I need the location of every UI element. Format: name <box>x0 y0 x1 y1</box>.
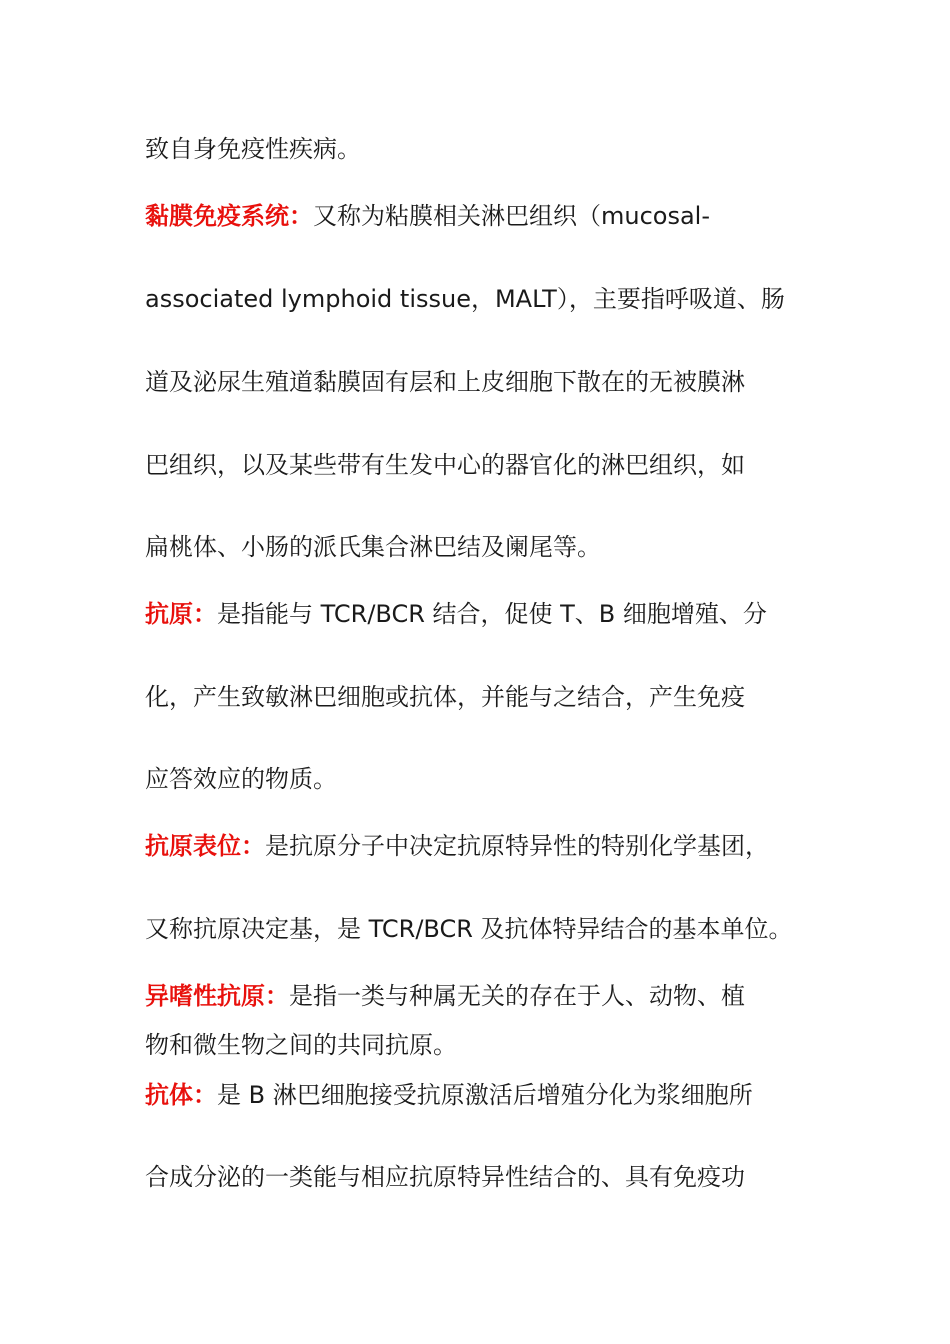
definition-antigen: 抗原：是指能与 TCR/BCR 结合，促使 T、B 细胞增殖、分 <box>145 600 767 628</box>
text-line: associated lymphoid tissue，MALT），主要指呼吸道、肠 <box>145 285 785 313</box>
definition-malt: 黏膜免疫系统：又称为粘膜相关淋巴组织（mucosal- <box>145 202 711 230</box>
term-malt: 黏膜免疫系统： <box>145 202 313 230</box>
text-line: 又称抗原决定基，是 TCR/BCR 及抗体特异结合的基本单位。 <box>145 915 793 943</box>
term-epitope: 抗原表位： <box>145 832 265 860</box>
text-line: 合成分泌的一类能与相应抗原特异性结合的、具有免疫功 <box>145 1163 745 1191</box>
definition-heterophile-antigen: 异嗜性抗原：是指一类与种属无关的存在于人、动物、植 <box>145 982 745 1010</box>
text-line: 致自身免疫性疾病。 <box>145 135 361 163</box>
text-line: 应答效应的物质。 <box>145 765 337 793</box>
text-line: 物和微生物之间的共同抗原。 <box>145 1031 457 1059</box>
definition-epitope: 抗原表位：是抗原分子中决定抗原特异性的特别化学基团， <box>145 832 769 860</box>
text-line: 道及泌尿生殖道黏膜固有层和上皮细胞下散在的无被膜淋 <box>145 368 745 396</box>
text-line: 巴组织，以及某些带有生发中心的器官化的淋巴组织，如 <box>145 451 745 479</box>
term-antibody: 抗体： <box>145 1081 217 1109</box>
term-heterophile-antigen: 异嗜性抗原： <box>145 982 289 1010</box>
text-line: 化，产生致敏淋巴细胞或抗体，并能与之结合，产生免疫 <box>145 683 745 711</box>
text-line: 扁桃体、小肠的派氏集合淋巴结及阑尾等。 <box>145 533 601 561</box>
definition-antibody: 抗体：是 B 淋巴细胞接受抗原激活后增殖分化为浆细胞所 <box>145 1081 753 1109</box>
term-antigen: 抗原： <box>145 600 217 628</box>
